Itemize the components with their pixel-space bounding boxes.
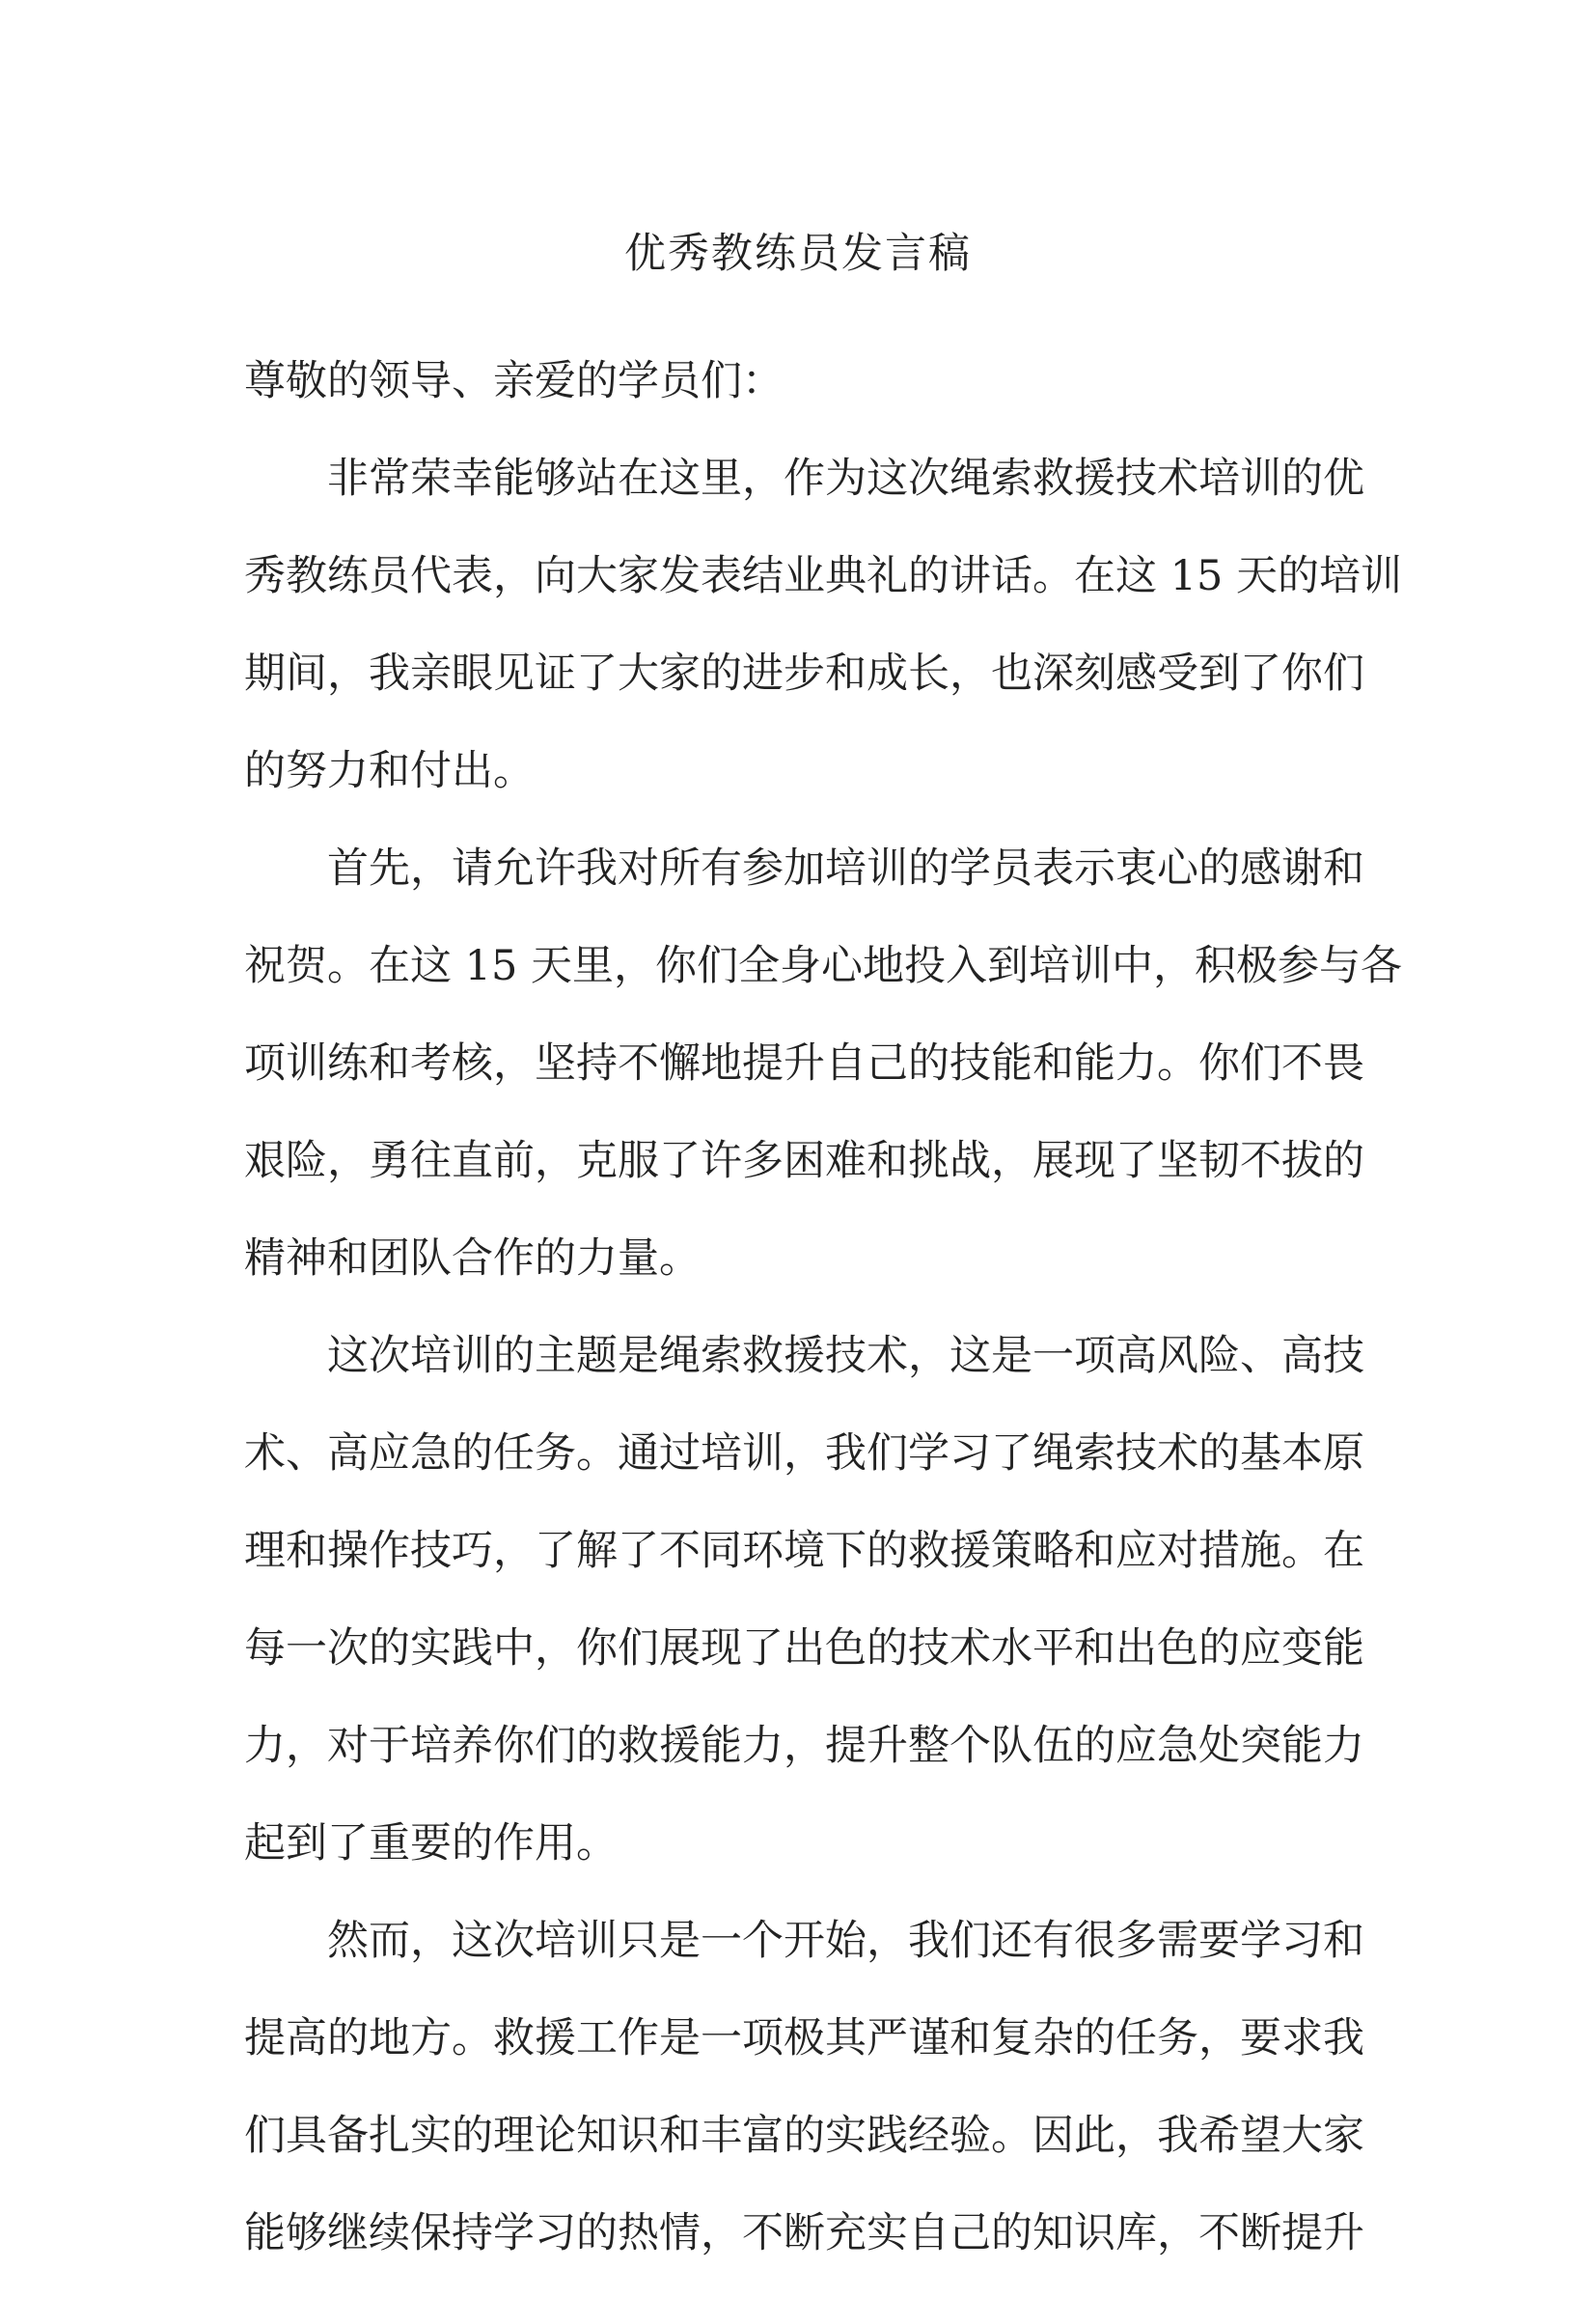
text-line: 术、高应急的任务。通过培训，我们学习了绳索技术的基本原 — [244, 1429, 1364, 1478]
text-line: 们具备扎实的理论知识和丰富的实践经验。因此，我希望大家 — [244, 2112, 1364, 2160]
text-line: 项训练和考核，坚持不懈地提升自己的技能和能力。你们不畏 — [244, 1039, 1364, 1088]
text-line: 的努力和付出。 — [244, 747, 535, 795]
text-line: 理和操作技巧，了解了不同环境下的救援策略和应对措施。在 — [244, 1527, 1364, 1575]
salutation: 尊敬的领导、亲爱的学员们： — [244, 357, 784, 405]
document-body — [244, 347, 1403, 2297]
text-line: 能够继续保持学习的热情，不断充实自己的知识库，不断提升 — [244, 2209, 1364, 2257]
paragraph-4 — [244, 1907, 1364, 2267]
text-line: 首先，请允许我对所有参加培训的学员表示衷心的感谢和 — [327, 844, 1364, 893]
paragraph-3 — [244, 1322, 1364, 1877]
text-line: 艰险，勇往直前，克服了许多困难和挑战，展现了坚韧不拔的 — [244, 1137, 1364, 1185]
paragraph-2 — [244, 835, 1403, 1292]
text-line: 精神和团队合作的力量。 — [244, 1234, 701, 1283]
text-line: 非常荣幸能够站在这里，作为这次绳索救援技术培训的优 — [327, 455, 1364, 503]
text-line: 提高的地方。救援工作是一项极其严谨和复杂的任务，要求我 — [244, 2014, 1364, 2062]
paragraph-1 — [244, 445, 1403, 805]
text-line: 然而，这次培训只是一个开始，我们还有很多需要学习和 — [327, 1917, 1364, 1965]
text-line: 期间，我亲眼见证了大家的进步和成长，也深刻感受到了你们 — [244, 650, 1364, 698]
text-line: 力，对于培养你们的救援能力，提升整个队伍的应急处突能力 — [244, 1722, 1364, 1770]
text-line: 祝贺。在这 15 天里，你们全身心地投入到培训中，积极参与各 — [244, 942, 1403, 990]
text-line: 每一次的实践中，你们展现了出色的技术水平和出色的应变能 — [244, 1624, 1364, 1673]
text-line: 秀教练员代表，向大家发表结业典礼的讲话。在这 15 天的培训 — [244, 552, 1403, 600]
text-line: 这次培训的主题是绳索救援技术，这是一项高风险、高技 — [327, 1332, 1364, 1380]
document-title: 优秀教练员发言稿 — [624, 230, 972, 278]
text-line: 起到了重要的作用。 — [244, 1819, 618, 1868]
